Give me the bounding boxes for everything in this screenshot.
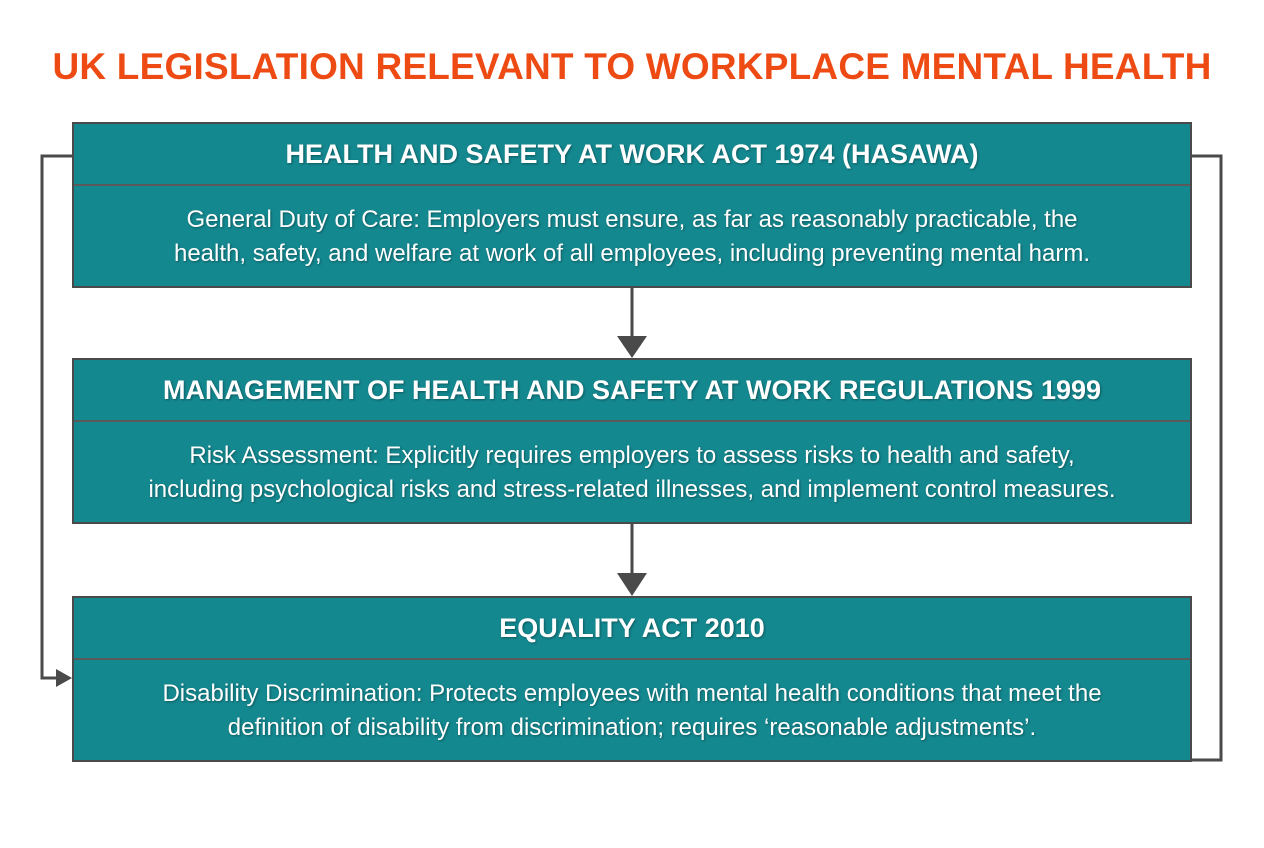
description-line: Risk Assessment: Explicitly requires employers to assess risks to health and safety, (189, 442, 1075, 469)
box-heading: HEALTH AND SAFETY AT WORK ACT 1974 (HASAWA) (74, 124, 1190, 186)
right-loop-line (1192, 156, 1221, 760)
box-heading: MANAGEMENT OF HEALTH AND SAFETY AT WORK REGULATIONS 1999 (74, 360, 1190, 422)
box-heading: EQUALITY ACT 2010 (74, 598, 1190, 660)
left-loop-arrow (42, 156, 72, 687)
description-line: Disability Discrimination: Protects employees with mental health conditions that meet the (162, 680, 1102, 707)
description-line: including psychological risks and stress-related illnesses, and implement control measures. (148, 476, 1116, 503)
description-line: General Duty of Care: Employers must ensure, as far as reasonably practicable, the (186, 206, 1078, 233)
box-description (74, 660, 1190, 762)
diagram-title: UK LEGISLATION RELEVANT TO WORKPLACE MENTAL HEALTH (52, 46, 1212, 87)
box-management-regulations (72, 358, 1192, 524)
arrow-box2-to-box3 (617, 524, 647, 596)
description-line: health, safety, and welfare at work of all employees, including preventing mental harm. (173, 240, 1091, 267)
description-line: definition of disability from discrimination; requires ‘reasonable adjustments’. (227, 714, 1037, 741)
box-description (74, 422, 1190, 524)
box-description (74, 186, 1190, 288)
box-hasawa (72, 122, 1192, 288)
arrow-box1-to-box2 (617, 288, 647, 358)
box-equality-act (72, 596, 1192, 762)
